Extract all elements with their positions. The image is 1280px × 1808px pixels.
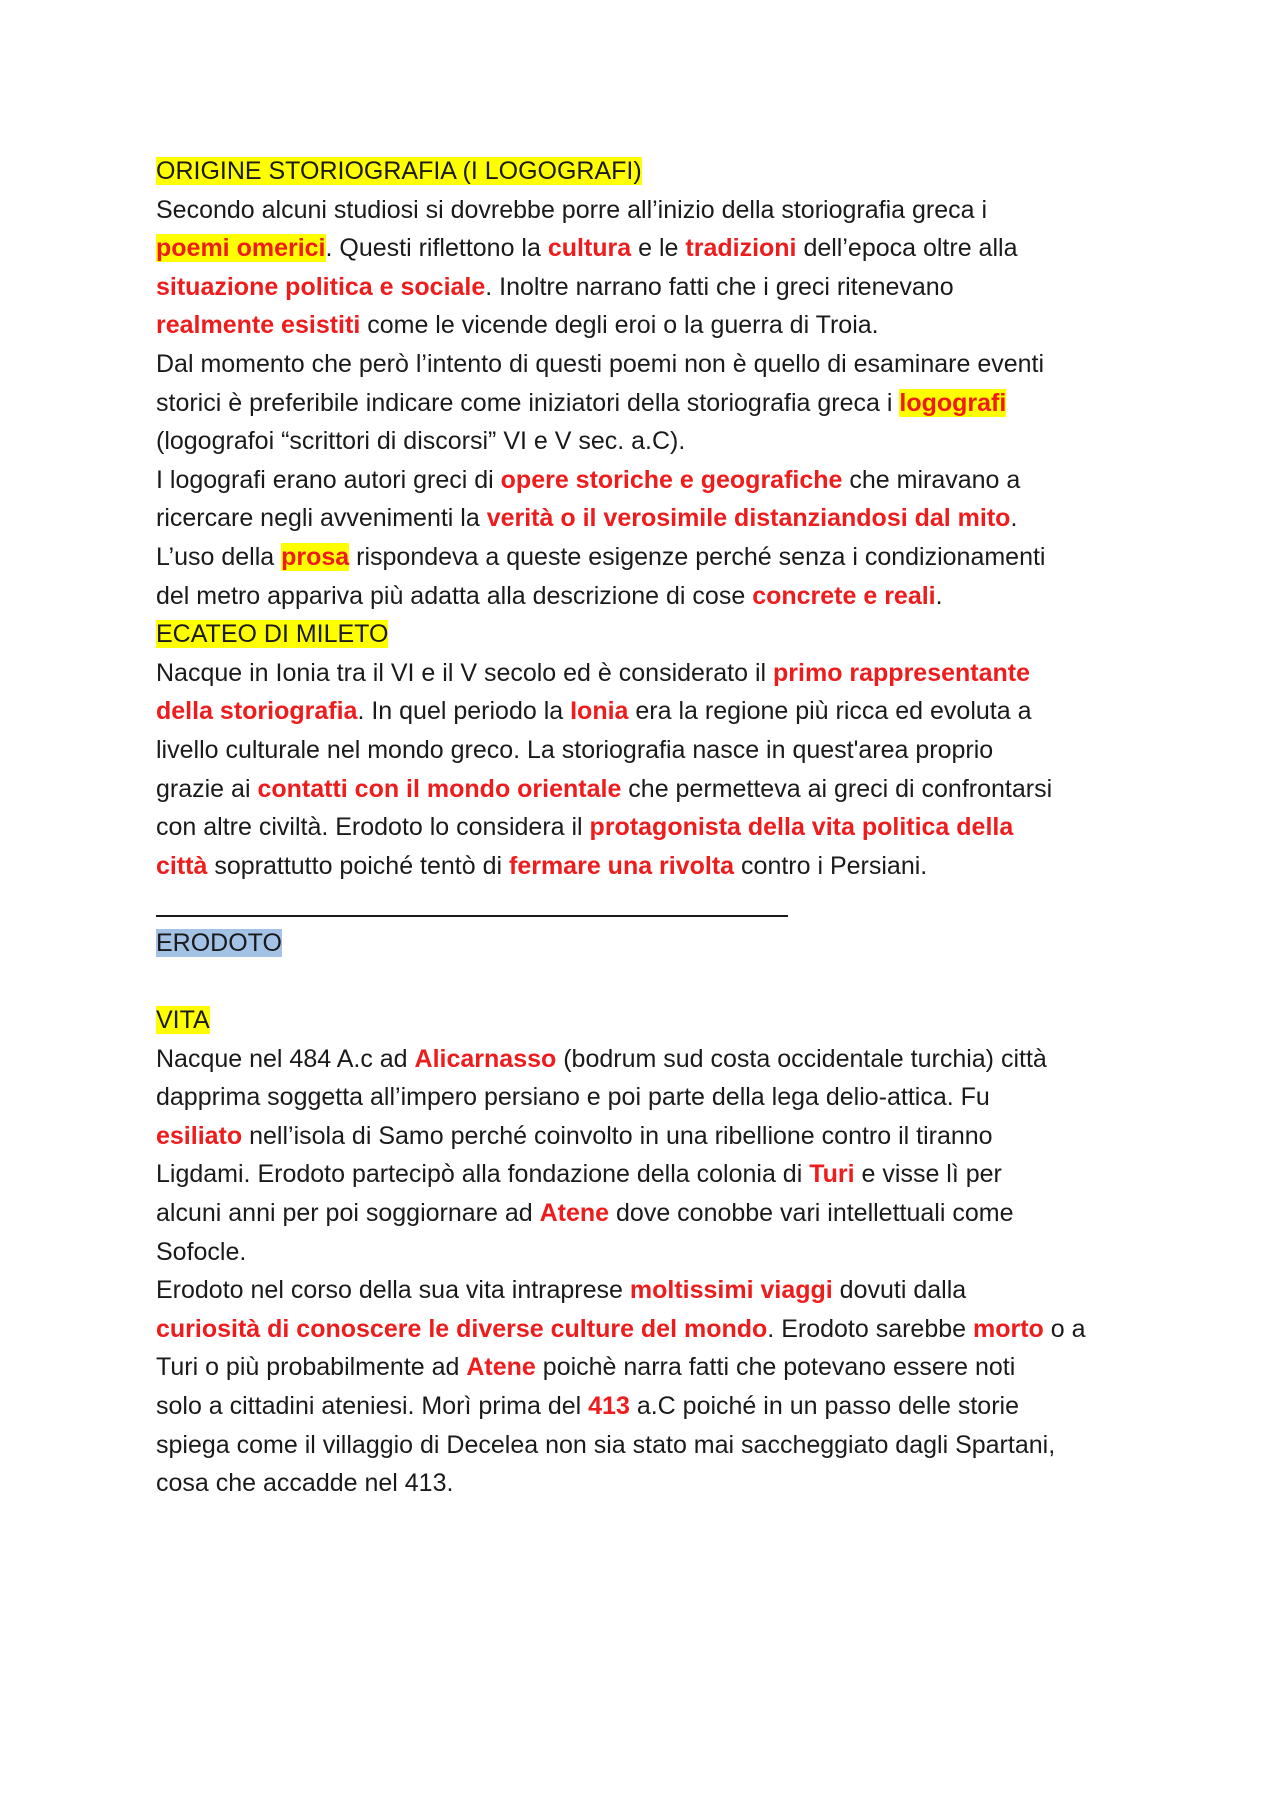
text-line: [156, 538, 1146, 577]
section-heading: ORIGINE STORIOGRAFIA (I LOGOGRAFI): [156, 157, 642, 185]
section-heading: ECATEO DI MILETO: [156, 620, 389, 649]
text-line: [156, 1426, 1146, 1465]
body-text: e visse lì per: [854, 1160, 1002, 1189]
body-text: Nacque in Ionia tra il VI e il V secolo ed è considerato il: [156, 658, 774, 687]
text-line: [156, 306, 1146, 345]
text-line: [156, 1117, 1146, 1156]
text-line: [156, 692, 1146, 731]
body-text: che permetteva ai greci di confrontarsi: [621, 774, 1053, 803]
body-text: con altre civiltà. Erodoto lo considera il: [156, 813, 590, 842]
text-line: [156, 268, 1146, 307]
text-line: [156, 191, 1146, 230]
body-text: dove conobbe vari intellettuali come: [609, 1199, 1014, 1228]
body-text: ricercare negli avvenimenti la: [156, 504, 487, 533]
document-page: [156, 152, 1146, 1503]
emphasis-text: curiosità di conoscere le diverse culture del mondo: [156, 1314, 768, 1343]
text-line: [156, 1078, 1146, 1117]
text-line: [156, 654, 1146, 693]
text-line: [156, 1155, 1146, 1194]
emphasis-text: Atene: [539, 1199, 610, 1228]
emphasis-text: Ionia: [570, 697, 629, 726]
body-text: cosa che accadde nel 413.: [156, 1469, 454, 1498]
text-line: [156, 152, 1146, 191]
emphasis-text: della storiografia: [156, 697, 358, 726]
body-text: storici è preferibile indicare come iniziatori della storiografia greca i: [156, 388, 900, 417]
body-text: livello culturale nel mondo greco. La storiografia nasce in quest'area proprio: [156, 735, 994, 764]
emphasis-text: primo rappresentante: [773, 658, 1031, 687]
text-line: [156, 1310, 1146, 1349]
body-text: spiega come il villaggio di Decelea non sia stato mai saccheggiato dagli Spartani,: [156, 1430, 1056, 1459]
text-line: [156, 422, 1146, 461]
text-line: [156, 808, 1146, 847]
body-text: contro i Persiani.: [734, 851, 928, 880]
body-text: . Erodoto sarebbe: [767, 1314, 973, 1343]
body-text: o a: [1043, 1314, 1086, 1343]
body-text: L’uso della: [156, 542, 282, 571]
text-line: [156, 1464, 1146, 1503]
emphasis-text: situazione politica e sociale: [156, 272, 486, 301]
text-line: [156, 384, 1146, 423]
text-line: [156, 229, 1146, 268]
body-text: grazie ai: [156, 774, 258, 803]
emphasis-text: tradizioni: [685, 234, 797, 263]
body-text: Nacque nel 484 A.c ad: [156, 1044, 415, 1073]
emphasis-text: 413: [588, 1392, 630, 1420]
text-line: [156, 1233, 1146, 1272]
text-line: [156, 615, 1146, 654]
body-text: . In quel periodo la: [357, 697, 571, 726]
body-text: soprattutto poiché tentò di: [207, 851, 509, 880]
blank-line: [156, 962, 1146, 1001]
emphasis-text: fermare una rivolta: [509, 851, 735, 880]
body-text: .: [1010, 504, 1018, 533]
text-line: [156, 885, 1146, 924]
body-text: Ligdami. Erodoto partecipò alla fondazione della colonia di: [156, 1160, 810, 1189]
body-text: Sofocle.: [156, 1237, 247, 1266]
body-text: Turi o più probabilmente ad: [156, 1353, 467, 1382]
text-line: [156, 1348, 1146, 1387]
text-line: [156, 847, 1146, 886]
emphasis-text: morto: [973, 1314, 1044, 1343]
emphasis-text: Atene: [466, 1353, 536, 1382]
emphasis-text: opere storiche e geografiche: [500, 465, 843, 494]
body-text: nell’isola di Samo perché coinvolto in una ribellione contro il tiranno: [242, 1121, 993, 1150]
body-text: e le: [631, 234, 686, 263]
text-line: [156, 1040, 1146, 1079]
body-text: dell’epoca oltre alla: [796, 234, 1018, 263]
emphasis-text: Alicarnasso: [414, 1044, 557, 1073]
body-text: poichè narra fatti che potevano essere noti: [535, 1353, 1016, 1382]
body-text: solo a cittadini ateniesi. Morì prima del: [156, 1392, 589, 1420]
body-text: alcuni anni per poi soggiornare ad: [156, 1199, 540, 1228]
section-heading: VITA: [156, 1006, 210, 1035]
emphasis-text: esiliato: [156, 1121, 243, 1150]
highlighted-emphasis-text: logografi: [899, 388, 1007, 417]
emphasis-text: moltissimi viaggi: [629, 1276, 833, 1305]
emphasis-text: Turi: [809, 1160, 855, 1189]
emphasis-text: cultura: [547, 234, 632, 263]
text-line: [156, 924, 1146, 963]
body-text: . Questi riflettono la: [325, 234, 548, 263]
text-line: [156, 731, 1146, 770]
emphasis-text: concrete e reali: [752, 581, 936, 610]
separator-rule: [156, 885, 788, 917]
text-line: [156, 1387, 1146, 1426]
body-text: Erodoto nel corso della sua vita intraprese: [156, 1276, 630, 1305]
body-text: (logografoi “scrittori di discorsi” VI e V sec. a.C).: [156, 427, 686, 456]
body-text: dovuti dalla: [832, 1276, 967, 1305]
text-line: [156, 461, 1146, 500]
emphasis-text: realmente esistiti: [156, 311, 361, 340]
body-text: . Inoltre narrano fatti che i greci ritenevano: [485, 272, 954, 301]
body-text: (bodrum sud costa occidentale turchia) città: [556, 1044, 1047, 1073]
body-text: rispondeva a queste esigenze perché senza i condizionamenti: [349, 542, 1046, 571]
highlighted-emphasis-text: prosa: [281, 542, 350, 571]
body-text: a.C poiché in un passo delle storie: [629, 1392, 1019, 1420]
body-text: del metro appariva più adatta alla descrizione di cose: [156, 581, 753, 610]
text-line: [156, 770, 1146, 809]
highlighted-emphasis-text: poemi omerici: [156, 234, 326, 263]
text-line: [156, 499, 1146, 538]
text-line: [156, 1271, 1146, 1310]
emphasis-text: contatti con il mondo orientale: [257, 774, 622, 803]
text-line: [156, 1001, 1146, 1040]
emphasis-text: città: [156, 851, 208, 880]
body-text: che miravano a: [842, 465, 1021, 494]
body-text: I logografi erano autori greci di: [156, 465, 501, 494]
text-line: [156, 345, 1146, 384]
body-text: Secondo alcuni studiosi si dovrebbe porre all’inizio della storiografia greca i: [156, 195, 988, 224]
section-heading: ERODOTO: [156, 928, 282, 957]
text-line: [156, 1194, 1146, 1233]
body-text: dapprima soggetta all’impero persiano e poi parte della lega delio-attica. Fu: [156, 1083, 990, 1112]
text-line: [156, 577, 1146, 616]
emphasis-text: verità o il verosimile distanziandosi dal mito: [486, 504, 1011, 533]
body-text: come le vicende degli eroi o la guerra di Troia.: [360, 311, 879, 340]
body-text: Dal momento che però l’intento di questi poemi non è quello di esaminare eventi: [156, 349, 1045, 378]
body-text: .: [935, 581, 943, 610]
body-text: era la regione più ricca ed evoluta a: [628, 697, 1032, 726]
emphasis-text: protagonista della vita politica della: [589, 813, 1014, 842]
